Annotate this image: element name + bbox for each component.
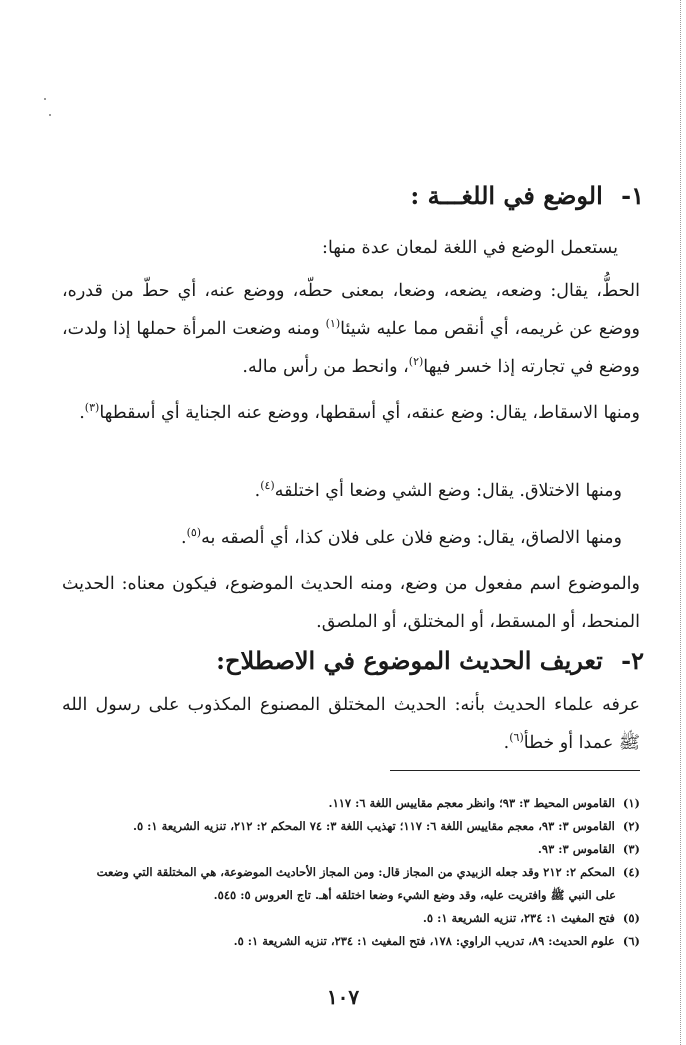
section-2-heading: [60, 646, 644, 676]
section-2-number: ٢-: [621, 646, 644, 675]
section-2-title: تعريف الحديث الموضوع في الاصطلاح:: [216, 646, 603, 675]
footnote-ref-2: (٢): [408, 355, 424, 369]
footnote-4: [62, 861, 640, 884]
footnote-number: (٤): [622, 865, 640, 879]
footnote-3: [62, 838, 640, 861]
footnote-number: (٦): [622, 934, 640, 948]
paragraph-isqat: [62, 394, 640, 432]
footnote-ref-6: (٦): [509, 731, 524, 745]
section-1-number: ١-: [621, 181, 644, 210]
paragraph-ilsaq-end: .: [180, 528, 187, 548]
footnote-number: (١): [622, 796, 640, 810]
footnote-text: فتح المغيث ١: ٢٣٤، تنزيه الشريعة ١: ٥.: [422, 911, 615, 925]
footnote-text: المحكم ٢: ٢١٢ وقد جعله الزبيدي من المجاز قال: ومن المجاز الأحاديث الموضوعة، هي المختلقة التي وضعت: [96, 865, 615, 879]
footnote-text: القاموس ٣: ٩٣.: [537, 842, 615, 856]
paragraph-ikhtilaq-text: ومنها الاختلاق. يقال: وضع الشي وضعا أي اختلقه: [274, 481, 622, 501]
page-number: ١٠٧: [326, 985, 360, 1009]
footnotes: [62, 792, 640, 953]
section-1-heading: [60, 181, 644, 211]
footnote-ref-4: (٤): [260, 479, 275, 493]
scan-edge-dots: [680, 0, 681, 1045]
paragraph-ilsaq-text: ومنها الالصاق، يقال: وضع فلان على فلان كذا، أي ألصقه به: [201, 528, 622, 548]
footnote-ref-5: (٥): [186, 526, 202, 540]
paragraph-definition-end: .: [503, 733, 510, 753]
section-1-title: الوضع في اللغـــة :: [410, 181, 603, 210]
scan-speck: [49, 114, 51, 116]
paragraph-ilsaq: [62, 519, 622, 557]
footnote-1: [62, 792, 640, 815]
paragraph-ikhtilaq: [62, 472, 622, 510]
paragraph-hatt-end: ، وانحط من رأس ماله.: [242, 357, 409, 377]
paragraph-isqat-end: .: [79, 403, 85, 423]
footnote-text: القاموس المحيط ٣: ٩٣؛ وانظر معجم مقاييس اللغة ٦: ١١٧.: [328, 796, 615, 810]
footnote-5: [62, 907, 640, 930]
paragraph-hatt-text: الحطُّ، يقال: وضعه، يضعه، وضعا، بمعنى حطّه، ووضع عنه، أي حطّ من قدره، ووضع عن غريمه، أي أنقص مما عليه شيئا: [62, 281, 640, 339]
paragraph-mawdu: والموضوع اسم مفعول من وضع، ومنه الحديث الموضوع، فيكون معناه: الحديث المنحط، أو المسقط، أو المختلق، أو الملصق.: [62, 574, 640, 632]
footnote-text: القاموس ٣: ٩٣، معجم مقاييس اللغة ٦: ١١٧؛ تهذيب اللغة ٣: ٧٤ المحكم ٢: ٢١٢، تنزيه الشريعة ١: ٥.: [132, 819, 615, 833]
footnote-ref-3: (٣): [84, 401, 100, 415]
footnote-6: [62, 930, 640, 953]
intro-paragraph: يستعمل الوضع في اللغة لمعان عدة منها:: [322, 238, 618, 258]
footnote-number: (٣): [622, 842, 640, 856]
paragraph-isqat-text: ومنها الاسقاط، يقال: وضع عنقه، أي أسقطها، ووضع عنه الجناية أي أسقطها: [99, 403, 640, 423]
paragraph-hatt-middle: ومنه وضعت المرأة حملها إذا ولدت، ووضع في تجارته إذا خسر فيها: [62, 319, 640, 377]
footnote-text: علوم الحديث: ٨٩، تدريب الراوي: ١٧٨، فتح المغيث ١: ٢٣٤، تنزيه الشريعة ١: ٥.: [233, 934, 615, 948]
footnote-number: (٢): [622, 819, 640, 833]
paragraph-definition: [62, 686, 640, 762]
paragraph-hatt: [62, 272, 640, 386]
footnote-number: (٥): [622, 911, 640, 925]
paragraph-definition-text: عرفه علماء الحديث بأنه: الحديث المختلق المصنوع المكذوب على رسول الله ﷺ عمدا أو خطأ: [62, 695, 640, 753]
footnote-4-continuation: على النبي ﷺ وافتريت عليه، وقد وضع الشيء وضعا اختلقه أهـ. تاج العروس ٥: ٥٤٥.: [213, 888, 616, 902]
footnote-2: [62, 815, 640, 838]
footnote-separator: [390, 770, 640, 771]
footnote-ref-1: (١): [325, 317, 341, 331]
scan-speck: [44, 98, 46, 100]
paragraph-ikhtilaq-end: .: [254, 481, 261, 501]
